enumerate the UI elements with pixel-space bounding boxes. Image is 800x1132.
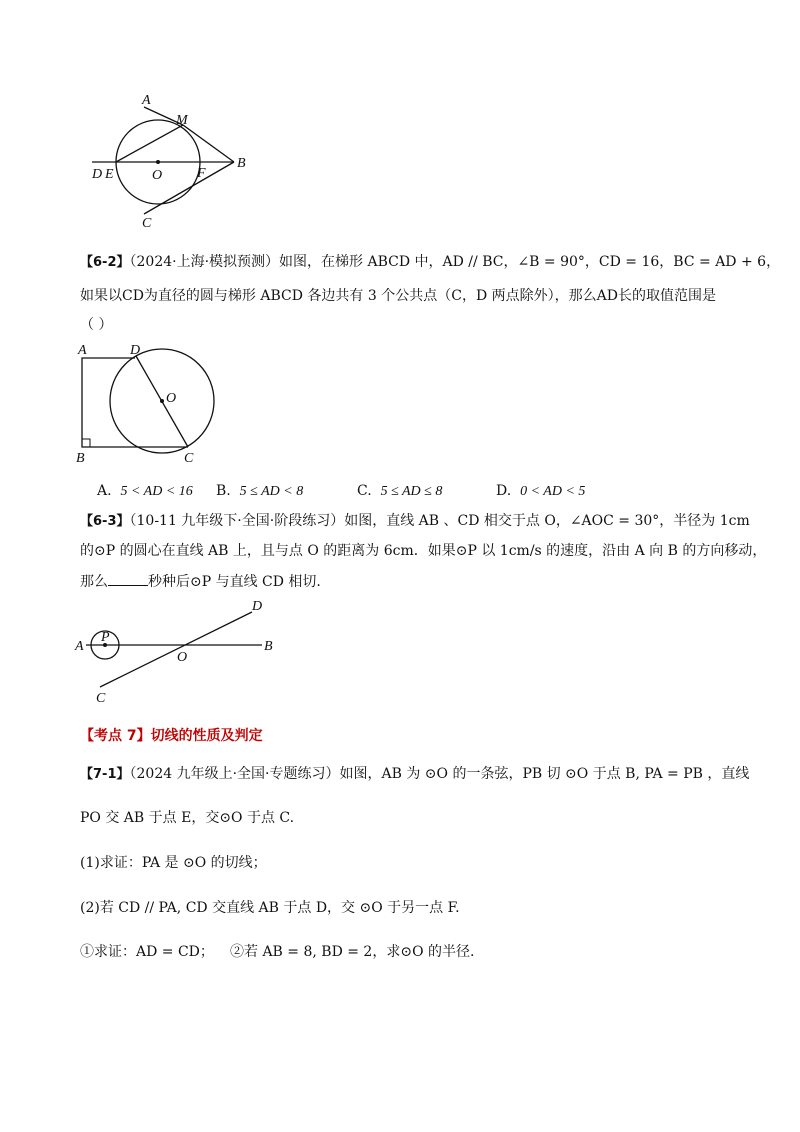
q71-part3b: ②若 AB = 8, BD = 2，求⊙O 的半径.	[230, 944, 475, 960]
q62-line2: 如果以CD为直径的圆与梯形 ABCD 各边共有 3 个公共点（C，D 两点除外），那么AD长的取值范围是	[80, 288, 716, 304]
option-text: 5 ≤ AD ≤ 8	[380, 484, 443, 499]
label-p: P	[101, 630, 110, 645]
label-m: M	[176, 113, 188, 128]
q62-source: （2024·上海·模拟预测）	[129, 254, 280, 270]
label-d: D	[252, 599, 263, 614]
q62-tag: 【6-2】	[80, 255, 130, 270]
q63-text3b: 秒种后⊙P 与直线 CD 相切.	[148, 574, 321, 590]
line-m-b	[183, 125, 234, 162]
q63-line1	[80, 510, 750, 533]
option-letter: B.	[216, 483, 231, 499]
label-c: C	[142, 216, 152, 228]
q71-line2: PO 交 AB 于点 E，交⊙O 于点 C.	[80, 810, 295, 826]
point-o	[156, 160, 160, 164]
section-title: 【考点 7】切线的性质及判定	[80, 728, 263, 744]
q63-text1: 如图，直线 AB 、CD 相交于点 O，∠AOC = 30°，半径为 1cm	[344, 513, 750, 529]
label-c: C	[184, 451, 194, 466]
q63-source: （10-11 九年级下·全国·阶段练习）	[129, 513, 345, 529]
option-letter: A.	[97, 483, 112, 499]
label-o: O	[152, 168, 163, 183]
q63-line3	[80, 571, 321, 593]
label-b: B	[264, 639, 273, 654]
q62-option-d	[496, 480, 585, 503]
q71-line1	[80, 763, 749, 786]
right-angle-mark	[82, 439, 90, 447]
label-b: B	[237, 156, 246, 171]
q71-part3a: ①求证：AD = CD；	[80, 944, 214, 960]
label-d: D	[130, 343, 141, 358]
option-letter: C.	[357, 483, 372, 499]
q62-option-c	[357, 480, 442, 503]
label-e: E	[105, 167, 114, 182]
q63-text3a: 那么	[80, 574, 108, 590]
label-d: D	[92, 167, 103, 182]
figure-circle-tangents	[80, 88, 270, 228]
figure-trapezoid-circle	[70, 342, 230, 472]
q71-tag: 【7-1】	[80, 767, 130, 782]
line-cd	[100, 612, 252, 687]
q71-part1: (1)求证：PA 是 ⊙O 的切线；	[80, 855, 267, 871]
q63-tag: 【6-3】	[80, 514, 130, 529]
q62-option-a	[97, 480, 193, 503]
label-c: C	[96, 691, 106, 706]
option-letter: D.	[496, 483, 512, 499]
label-o: O	[166, 391, 177, 406]
q62-option-b	[216, 480, 303, 503]
figure-intersecting-lines	[70, 596, 290, 711]
line-e-m	[116, 125, 183, 162]
q63-line2: 的⊙P 的圆心在直线 AB 上，且与点 O 的距离为 6cm．如果⊙P 以 1cm/s 的速度，沿由 A 向 B 的方向移动，	[80, 543, 767, 559]
label-b: B	[76, 451, 85, 466]
label-a: A	[142, 93, 151, 108]
option-text: 5 ≤ AD < 8	[239, 484, 304, 499]
answer-blank[interactable]	[108, 571, 148, 586]
label-a: A	[78, 343, 87, 358]
q71-text1: 如图，AB 为 ⊙O 的一条弦，PB 切 ⊙O 于点 B, PA = PB ，直线	[339, 766, 750, 782]
point-o	[160, 399, 164, 403]
label-f: F	[197, 166, 206, 181]
option-text: 5 < AD < 16	[120, 484, 193, 499]
q71-source: （2024 九年级上·全国·专题练习）	[129, 766, 340, 782]
label-a: A	[75, 639, 84, 654]
q62-text1: 如图，在梯形 ABCD 中，AD // BC，∠B = 90°，CD = 16，BC = AD + 6，	[279, 254, 781, 270]
label-o: O	[177, 650, 188, 665]
q62-paren: （ ）	[80, 317, 113, 333]
q71-part2: (2)若 CD // PA, CD 交直线 AB 于点 D，交 ⊙O 于另一点 F.	[80, 900, 460, 916]
option-text: 0 < AD < 5	[520, 484, 586, 499]
q62-line1	[80, 251, 780, 274]
